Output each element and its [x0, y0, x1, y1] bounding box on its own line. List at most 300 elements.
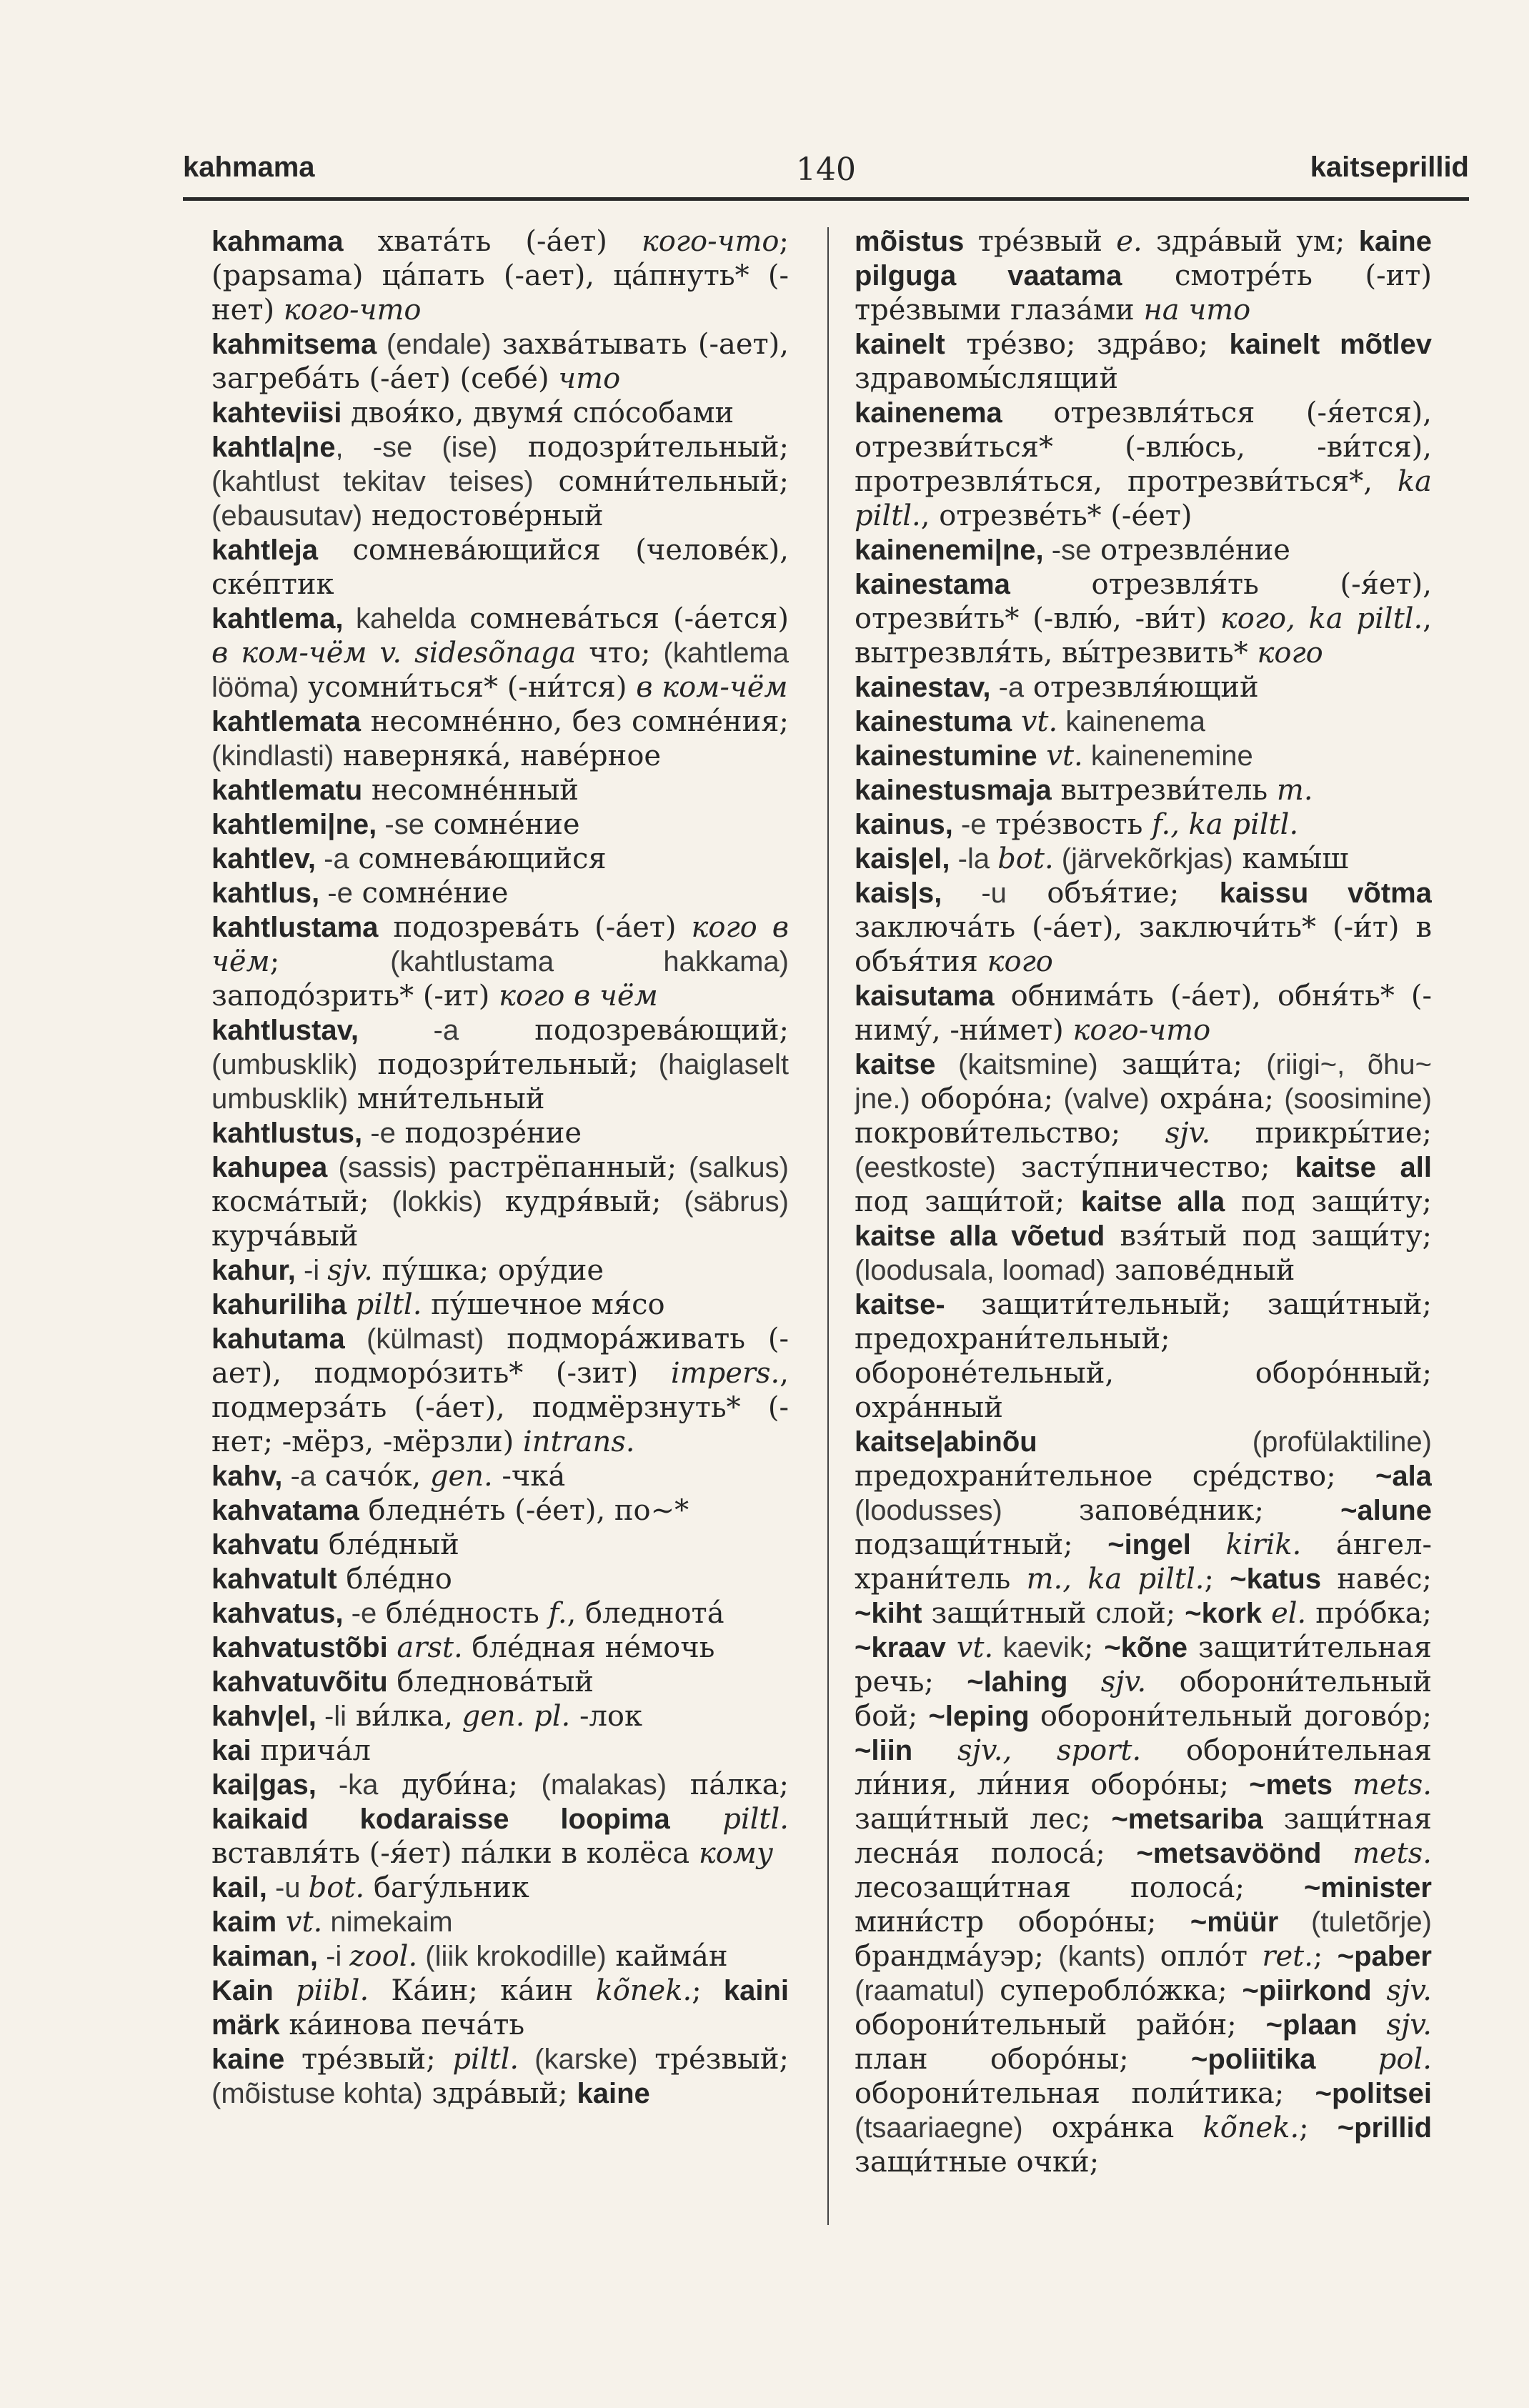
translation: бле́дный: [319, 1528, 459, 1561]
dictionary-entry: [211, 1528, 789, 1562]
grammar-note: (loodusala, loomad): [855, 1255, 1106, 1286]
translation: что;: [576, 637, 664, 670]
italic-label: ka piltl.: [855, 465, 1432, 532]
headword: kaitse alla võetud: [855, 1220, 1105, 1252]
headword: kainestama: [855, 569, 1010, 600]
dictionary-entry: [211, 876, 789, 910]
italic-label: что: [558, 362, 621, 395]
headword: kahtlematu: [211, 775, 363, 806]
translation: ;: [1313, 1940, 1338, 1973]
grammar-note: (umbusklik): [211, 1049, 358, 1080]
headword: ~kiht: [855, 1598, 922, 1629]
translation: кудря́вый;: [482, 1185, 684, 1218]
italic-label: intrans.: [522, 1426, 635, 1458]
italic-label: vt.: [945, 1631, 994, 1664]
translation: подморáживать (-ает), подморо́зить* (-зит): [211, 1323, 789, 1390]
grammar-note: (karske): [519, 2044, 638, 2075]
translation: , вытрезвля́ть, вы́трезвить*: [855, 602, 1432, 670]
headword: ~paber: [1337, 1941, 1432, 1972]
translation: багу́льник: [364, 1871, 529, 1904]
translation: заключа́ть (-а́ет), заключи́ть* (-и́т) в объя́тия: [855, 911, 1432, 978]
translation: подозрева́ть (-а́ет): [378, 911, 692, 944]
dictionary-entry: [211, 1116, 789, 1150]
grammar-note: (kahtlema lööma): [211, 637, 789, 703]
headword: kahtlemi|ne,: [211, 809, 377, 840]
translation: брандма́уэр;: [855, 1940, 1059, 1973]
headword: kainenemi|ne,: [855, 534, 1044, 566]
translation: усомни́ться* (-ни́тся): [299, 671, 637, 704]
dictionary-entry: [855, 705, 1432, 739]
headword: ~ala: [1375, 1461, 1432, 1492]
headword: kahuriliha: [211, 1289, 347, 1320]
translation: объя́тие;: [1006, 877, 1220, 910]
italic-label: sjv., sport.: [912, 1734, 1142, 1767]
grammar-note: -a: [359, 1015, 459, 1046]
translation: запове́дник;: [1002, 1494, 1341, 1527]
translation: лесозащи́тная полоса́;: [855, 1871, 1305, 1904]
translation: сомнева́ться (-а́ется): [456, 602, 789, 635]
translation: , подмерза́ть (-а́ет), подмёрзнуть* (-нет; -мёрз, -мёрзли): [211, 1357, 789, 1458]
translation: прича́л: [251, 1734, 371, 1767]
grammar-note: -li: [316, 1701, 347, 1732]
translation: наве́с;: [1321, 1563, 1432, 1596]
dictionary-entry: [211, 1150, 789, 1253]
italic-label: кого: [987, 945, 1053, 978]
translation: оборони́тельный райо́н;: [855, 2009, 1266, 2041]
grammar-note: -u: [267, 1872, 309, 1904]
translation: курча́вый: [211, 1220, 359, 1253]
dictionary-entry: [211, 1974, 789, 2042]
grammar-note: (mõistuse kohta): [211, 2078, 423, 2109]
grammar-note: (endale): [377, 329, 492, 360]
translation: охра́нка: [1022, 2111, 1203, 2144]
grammar-note: (lokkis): [392, 1186, 483, 1218]
grammar-note: (tuletõrje): [1278, 1906, 1432, 1938]
dictionary-entry: [855, 533, 1432, 567]
grammar-note: -e: [362, 1118, 396, 1149]
translation: ;: [692, 1974, 724, 2007]
italic-label: mets.: [1332, 1768, 1432, 1801]
translation: вставля́ть (-я́ет) па́лки в колёса: [211, 1837, 699, 1870]
italic-label: кого: [1257, 637, 1323, 670]
italic-label: кого-что: [283, 294, 422, 327]
dictionary-entry: [855, 1288, 1432, 1425]
headword: ~kõne: [1104, 1632, 1188, 1663]
translation: оборони́тельная поли́тика;: [855, 2077, 1315, 2110]
grammar-note: kainenema: [1057, 706, 1206, 737]
italic-label: sjv.: [327, 1254, 373, 1287]
italic-label: m.: [1276, 774, 1313, 807]
translation: подозри́тельный;: [497, 431, 789, 464]
grammar-note: kainenemine: [1082, 740, 1253, 772]
dictionary-entry: [211, 1493, 789, 1528]
translation: подозре́ние: [395, 1117, 582, 1150]
translation: защи́тная лесна́я полоса́;: [855, 1803, 1432, 1870]
italic-label: sjv.: [1357, 2009, 1432, 2041]
grammar-note: (järvekõrkjas): [1053, 843, 1233, 875]
headword: kahteviisi: [211, 397, 342, 429]
grammar-note: -i: [295, 1255, 328, 1286]
translation: защи́тный слой;: [922, 1597, 1185, 1630]
grammar-note: kahelda: [343, 603, 457, 635]
translation: сомнева́ющийся (челове́к), скéптик: [211, 534, 789, 601]
italic-label: sjv.: [1067, 1666, 1147, 1698]
italic-label: кого в чём: [211, 911, 789, 978]
translation: , бледнота́: [567, 1597, 724, 1630]
headword: kaissu võtma: [1219, 877, 1432, 909]
italic-label: ret.: [1262, 1940, 1313, 1973]
italic-label: кого-что: [641, 225, 780, 258]
headword: ~kork: [1185, 1598, 1262, 1629]
translation: предохрани́тельное сре́дство;: [855, 1460, 1376, 1493]
translation: наверняка́, наве́рное: [334, 740, 662, 772]
header-left-headword: kahmama: [183, 151, 315, 183]
grammar-note: -ka: [316, 1769, 379, 1801]
italic-label: кого-что: [1072, 1014, 1211, 1047]
dictionary-entry: [211, 1562, 789, 1596]
italic-label: gen.: [429, 1460, 493, 1493]
grammar-note: -e: [343, 1598, 377, 1629]
dictionary-entry: [211, 1013, 789, 1116]
grammar-note: (raamatul): [855, 1975, 985, 2006]
grammar-note: (külmast): [344, 1323, 484, 1355]
headword: kahutama: [211, 1323, 345, 1355]
italic-label: bot.: [308, 1871, 365, 1904]
headword: kai: [211, 1735, 251, 1766]
translation: бледне́ть (-е́ет), по~*: [359, 1494, 689, 1527]
headword: kahtleja: [211, 534, 318, 566]
headword: kahtlus,: [211, 877, 320, 909]
dictionary-entry: [211, 1699, 789, 1733]
translation: оборони́тельный бой;: [855, 1666, 1432, 1733]
column-divider: [827, 227, 829, 2225]
headword: kahupea: [211, 1152, 328, 1183]
dictionary-entry: [211, 1939, 789, 1974]
translation: ви́лка,: [347, 1700, 462, 1733]
italic-label: bot.: [997, 842, 1054, 875]
grammar-note: (valve): [1063, 1083, 1150, 1115]
headword: ~mets: [1249, 1769, 1333, 1801]
translation: подзащи́тный;: [855, 1528, 1108, 1561]
grammar-note: (salkus): [688, 1152, 789, 1183]
headword: kais|el,: [855, 843, 950, 875]
italic-label: в ком-чём: [636, 671, 788, 704]
translation: запове́дный: [1105, 1254, 1295, 1287]
translation: суперобло́жка;: [985, 1974, 1242, 2007]
header-rule: [183, 197, 1469, 201]
translation: защи́та;: [1097, 1048, 1267, 1081]
grammar-note: -la: [950, 843, 998, 875]
grammar-note: -se: [1043, 534, 1092, 566]
translation: пу́шка; ору́дие: [372, 1254, 604, 1287]
dictionary-entry: [211, 807, 789, 842]
dictionary-entry: [211, 224, 789, 327]
italic-label: sjv.: [1371, 1974, 1432, 2007]
italic-label: m., ka piltl.: [1026, 1563, 1205, 1596]
translation: ;: [1204, 1563, 1230, 1596]
translation: под защи́ту;: [1225, 1185, 1432, 1218]
translation: здра́вый;: [422, 2077, 577, 2110]
translation: бле́дно: [337, 1563, 452, 1596]
translation: двоя́ко, двумя́ спо́собами: [342, 397, 734, 429]
translation: здра́вый ум;: [1142, 225, 1359, 258]
translation: охра́на;: [1149, 1083, 1285, 1115]
headword: kainestumine: [855, 740, 1037, 772]
headword: kail,: [211, 1872, 267, 1904]
translation: ; (papsama) ца́пать (-ает), ца́пнуть* (-нет): [211, 225, 789, 327]
grammar-note: (kaitsmine): [935, 1049, 1098, 1080]
headword: kaini märk: [211, 1975, 789, 2041]
translation: про́бка;: [1306, 1597, 1432, 1630]
headword: ~plaan: [1265, 2009, 1358, 2041]
headword: kahv|el,: [211, 1701, 317, 1732]
headword: kaitse-: [855, 1289, 945, 1320]
dictionary-entry: [211, 773, 789, 807]
italic-label: e.: [1116, 225, 1142, 258]
headword: kahvatuvõitu: [211, 1666, 388, 1698]
translation: -лок: [570, 1700, 642, 1733]
italic-label: mets.: [1321, 1837, 1432, 1870]
dictionary-entry: [211, 842, 789, 876]
translation: ;: [269, 945, 391, 978]
italic-label: piltl.: [346, 1288, 422, 1321]
header-right-headword: kaitseprillid: [1310, 151, 1469, 183]
italic-label: кого в чём: [499, 980, 658, 1013]
translation: отрезвля́ться (-я́ется), отрезви́ться* (-влю́сь, -ви́тся), протрезвля́ться, протрезви́ться*,: [855, 397, 1432, 498]
italic-label: f.: [548, 1597, 567, 1630]
dictionary-entry: [211, 1253, 789, 1288]
headword: kaitse: [855, 1049, 936, 1080]
headword: ~metsariba: [1111, 1803, 1263, 1835]
italic-label: vt.: [1012, 705, 1058, 738]
translation: тре́звый;: [637, 2043, 789, 2076]
grammar-note: (säbrus): [684, 1186, 789, 1218]
translation: сомне́ние: [424, 808, 580, 841]
translation: вытрезви́тель: [1051, 774, 1277, 807]
grammar-note: nimekaim: [322, 1906, 453, 1938]
italic-label: kõnek.: [1202, 2111, 1300, 2144]
headword: ~metsavöönd: [1136, 1838, 1322, 1869]
translation: дуби́на;: [378, 1768, 542, 1801]
grammar-note: -i: [317, 1941, 350, 1972]
translation: сачо́к,: [316, 1460, 430, 1493]
italic-label: кого, ka piltl.: [1220, 602, 1423, 635]
headword: kahvatus,: [211, 1598, 344, 1629]
headword: kahtlustus,: [211, 1118, 363, 1149]
translation: бледнова́тый: [387, 1666, 594, 1698]
translation: заподо́зрить* (-ит): [211, 980, 499, 1013]
headword: kaikaid kodaraisse loopima: [211, 1803, 670, 1835]
headword: kaine: [211, 2044, 285, 2075]
dictionary-entry: [855, 876, 1432, 979]
translation: па́лка;: [667, 1768, 789, 1801]
translation: недостове́рный: [362, 499, 604, 532]
grammar-note: -u: [942, 877, 1007, 909]
headword: ~poliitika: [1191, 2044, 1316, 2075]
translation: отрезвля́ющий: [1024, 671, 1259, 704]
dictionary-entry: [855, 224, 1432, 327]
headword: kaisutama: [855, 980, 995, 1012]
dictionary-entry: [855, 1048, 1432, 1288]
translation: ка́инова печа́ть: [279, 2009, 525, 2041]
translation: кайма́н: [606, 1940, 728, 1973]
translation: покрови́тельство;: [855, 1117, 1165, 1150]
dictionary-entry: [211, 1905, 789, 1939]
headword: kahvatama: [211, 1495, 359, 1526]
translation: косма́тый;: [211, 1185, 392, 1218]
italic-label: kirik.: [1190, 1528, 1302, 1561]
dictionary-entry: [211, 602, 789, 705]
dictionary-entry: [211, 910, 789, 1013]
headword: kainestusmaja: [855, 775, 1052, 806]
translation: несомне́нно, без сомне́ния;: [360, 705, 789, 738]
dictionary-entry: [211, 2042, 789, 2111]
italic-label: в ком-чём v. sidesõnaga: [211, 637, 577, 670]
headword: mõistus: [855, 226, 965, 257]
translation: засту́пничество;: [995, 1151, 1295, 1184]
headword: kahmama: [211, 226, 344, 257]
headword: ~prillid: [1337, 2112, 1432, 2144]
translation: сомни́тельный;: [533, 465, 789, 498]
headword: ~liin: [855, 1735, 913, 1766]
translation: тре́зво; здра́во;: [945, 328, 1230, 361]
translation: бле́дная не́мочь: [462, 1631, 715, 1664]
headword: ~minister: [1304, 1872, 1432, 1904]
dictionary-entry: [855, 327, 1432, 396]
headword: ~leping: [928, 1701, 1030, 1732]
grammar-note: (profülaktiline): [1037, 1426, 1432, 1458]
translation: защити́тельная речь;: [855, 1631, 1432, 1698]
headword: kainus,: [855, 809, 953, 840]
headword: ~politsei: [1315, 2078, 1432, 2109]
translation: пу́шечное мя́со: [422, 1288, 665, 1321]
dictionary-entry: [211, 1288, 789, 1322]
italic-label: gen. pl.: [462, 1700, 571, 1733]
headword: Kain: [211, 1975, 274, 2006]
dictionary-entry: [211, 1322, 789, 1459]
headword: kaine pilguga vaatama: [855, 226, 1432, 292]
dictionary-entry: [855, 1425, 1432, 2179]
headword: ~alune: [1340, 1495, 1432, 1526]
headword: kahv,: [211, 1461, 283, 1492]
dictionary-entry: [211, 1631, 789, 1665]
italic-label: el.: [1262, 1597, 1307, 1630]
translation: Ка́ин; ка́ин: [369, 1974, 596, 2007]
italic-label: кому: [698, 1837, 774, 1870]
translation: отрезвля́ть (-я́ет), отрезви́ть* (-влю́, -ви́т): [855, 568, 1432, 635]
headword: kaim: [211, 1906, 277, 1938]
grammar-note: (kahtlustama hakkama): [390, 946, 789, 977]
translation: план оборо́ны;: [855, 2043, 1192, 2076]
translation: растрёпанный;: [437, 1151, 689, 1184]
dictionary-entry: [211, 533, 789, 602]
italic-label: zool.: [349, 1940, 418, 1973]
translation: смотре́ть (-ит) тре́звыми глаза́ми: [855, 259, 1432, 327]
translation: камы́ш: [1232, 842, 1349, 875]
dictionary-entry: [855, 773, 1432, 807]
headword: kaitse all: [1295, 1152, 1432, 1183]
italic-label: piltl.: [669, 1803, 789, 1836]
grammar-note: (eestkoste): [855, 1152, 996, 1183]
dictionary-entry: [855, 396, 1432, 533]
dictionary-entry: [855, 807, 1432, 842]
dictionary-entry: [855, 567, 1432, 670]
italic-label: piltl.: [452, 2043, 519, 2076]
grammar-note: (ebausutav): [211, 500, 363, 532]
italic-label: pol.: [1315, 2043, 1432, 2076]
grammar-note: (riigi~, õhu~ jne.): [855, 1049, 1432, 1115]
translation: ;: [1083, 1631, 1105, 1664]
dictionary-entry: [211, 430, 789, 533]
translation: тре́звый: [964, 225, 1117, 258]
translation: оборони́тельный догово́р;: [1029, 1700, 1432, 1733]
headword: ~kraav: [855, 1632, 946, 1663]
italic-label: vt.: [1037, 740, 1083, 772]
translation: тре́звый;: [284, 2043, 453, 2076]
grammar-note: kaevik: [993, 1632, 1084, 1663]
headword: kahtlustav,: [211, 1015, 359, 1046]
headword: kai|gas,: [211, 1769, 317, 1801]
headword: ~lahing: [967, 1666, 1068, 1698]
translation: ;: [1299, 2111, 1338, 2144]
headword: ~ingel: [1107, 1529, 1191, 1561]
headword: kahvatustõbi: [211, 1632, 388, 1663]
grammar-note: (kindlasti): [211, 740, 334, 772]
dictionary-entry: [855, 979, 1432, 1048]
grammar-note: (kants): [1058, 1941, 1146, 1972]
grammar-note: (malakas): [541, 1769, 667, 1801]
italic-label: piibl.: [273, 1974, 369, 2007]
headword: kaitse|abinõu: [855, 1426, 1037, 1458]
grammar-note: , -se (ise): [335, 432, 498, 463]
headword: kais|s,: [855, 877, 942, 909]
left-column: [211, 224, 789, 2254]
translation: защи́тный лес;: [855, 1803, 1112, 1836]
headword: kahmitsema: [211, 329, 377, 360]
translation: хвата́ть (-а́ет): [343, 225, 642, 258]
translation: опло́т: [1145, 1940, 1262, 1973]
translation: бле́дность: [377, 1597, 549, 1630]
headword: kainelt mõtlev: [1229, 329, 1432, 360]
headword: kainestav,: [855, 672, 991, 703]
dictionary-entry: [211, 1871, 789, 1905]
dictionary-entry: [211, 396, 789, 430]
dictionary-entry: [211, 705, 789, 773]
dictionary-entry: [211, 1459, 789, 1493]
grammar-note: -a: [316, 843, 349, 875]
italic-label: на что: [1143, 294, 1251, 327]
italic-label: arst.: [387, 1631, 463, 1664]
headword: kahtlemata: [211, 706, 361, 737]
headword: ~katus: [1230, 1563, 1322, 1595]
translation: обнима́ть (-а́ет), обня́ть* (-ниму́, -ни́мет): [855, 980, 1432, 1047]
translation: захва́тывать (-ает), загреба́ть (-а́ет) (себе́): [211, 328, 789, 395]
dictionary-entry: [211, 1733, 789, 1768]
translation: защи́тные очки́;: [855, 2146, 1100, 2179]
headword: kahtlev,: [211, 843, 316, 875]
grammar-note: (liik krokodille): [417, 1941, 607, 1972]
translation: подозри́тельный;: [357, 1048, 659, 1081]
dictionary-entry: [855, 842, 1432, 876]
headword: kahtlema,: [211, 603, 344, 635]
translation: взя́тый под защи́ту;: [1105, 1220, 1432, 1253]
headword: kaitse alla: [1080, 1186, 1225, 1218]
headword: kaiman,: [211, 1941, 318, 1972]
italic-label: sjv.: [1165, 1117, 1211, 1150]
translation: мни́тельный: [348, 1083, 545, 1115]
headword: kainestuma: [855, 706, 1012, 737]
page-number: 140: [796, 151, 856, 188]
